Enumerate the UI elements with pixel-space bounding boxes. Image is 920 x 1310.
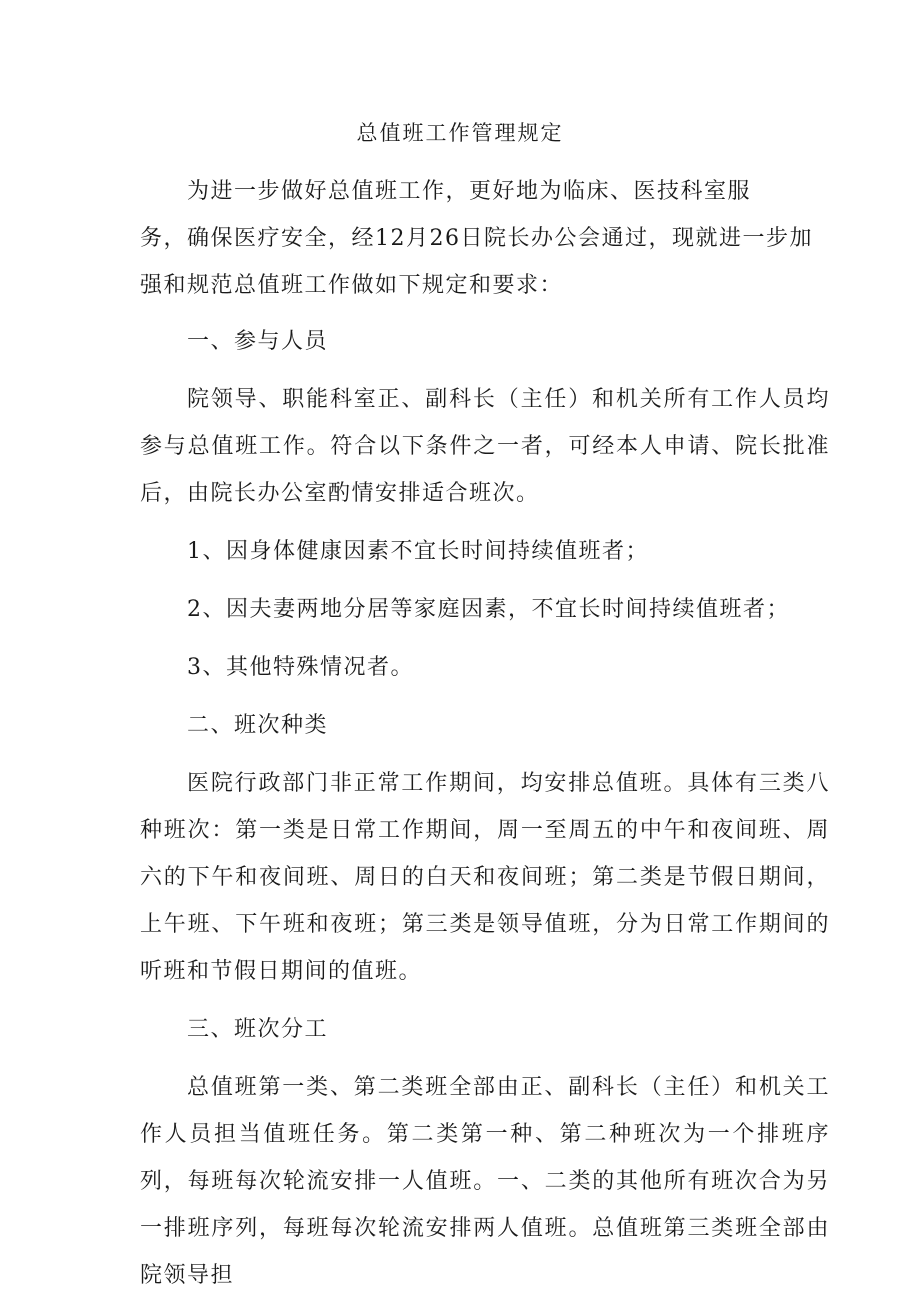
section-3-body: 总值班第一类、第二类班全部由正、副科长（主任）和机关工作人员担当值班任务。第二类第一种、第二种班次为一个排班序列，每班每次轮流安排一人值班。一、二类的其他所有班次合为另一排班序列，每班每次轮流安排两人值班。总值班第三类班全部由院领导担	[140, 1075, 830, 1288]
section-1-item-1: 1、因身体健康因素不宜长时间持续值班者；	[187, 539, 649, 564]
section-1-heading: 一、参与人员	[187, 329, 329, 354]
section-1-item-3: 3、其他特殊情况者。	[187, 655, 414, 680]
intro-line-2: 务，确保医疗安全，经12月26日院长办公会通过，现就进一步加	[140, 226, 813, 251]
section-1-body: 院领导、职能科室正、副科长（主任）和机关所有工作人员均参与总值班工作。符合以下条件之一者，可经本人申请、院长批准后，由院长办公室酌情安排适合班次。	[140, 387, 830, 506]
document-title: 总值班工作管理规定	[356, 121, 564, 145]
section-1-item-2: 2、因夫妻两地分居等家庭因素，不宜长时间持续值班者；	[187, 597, 790, 622]
intro-paragraph	[140, 168, 830, 309]
intro-line-1: 为进一步做好总值班工作，更好地为临床、医技科室服	[187, 179, 752, 204]
section-3-heading: 三、班次分工	[187, 1017, 329, 1042]
intro-line-3: 强和规范总值班工作做如下规定和要求：	[140, 273, 564, 298]
section-2-heading: 二、班次种类	[187, 713, 329, 738]
section-2-body: 医院行政部门非正常工作期间，均安排总值班。具体有三类八种班次：第一类是日常工作期间，周一至周五的中午和夜间班、周六的下午和夜间班、周日的白天和夜间班；第二类是节假日期间，上午班、下午班和夜班；第三类是领导值班，分为日常工作期间的听班和节假日期间的值班。	[140, 771, 830, 984]
document-body	[140, 168, 830, 1310]
